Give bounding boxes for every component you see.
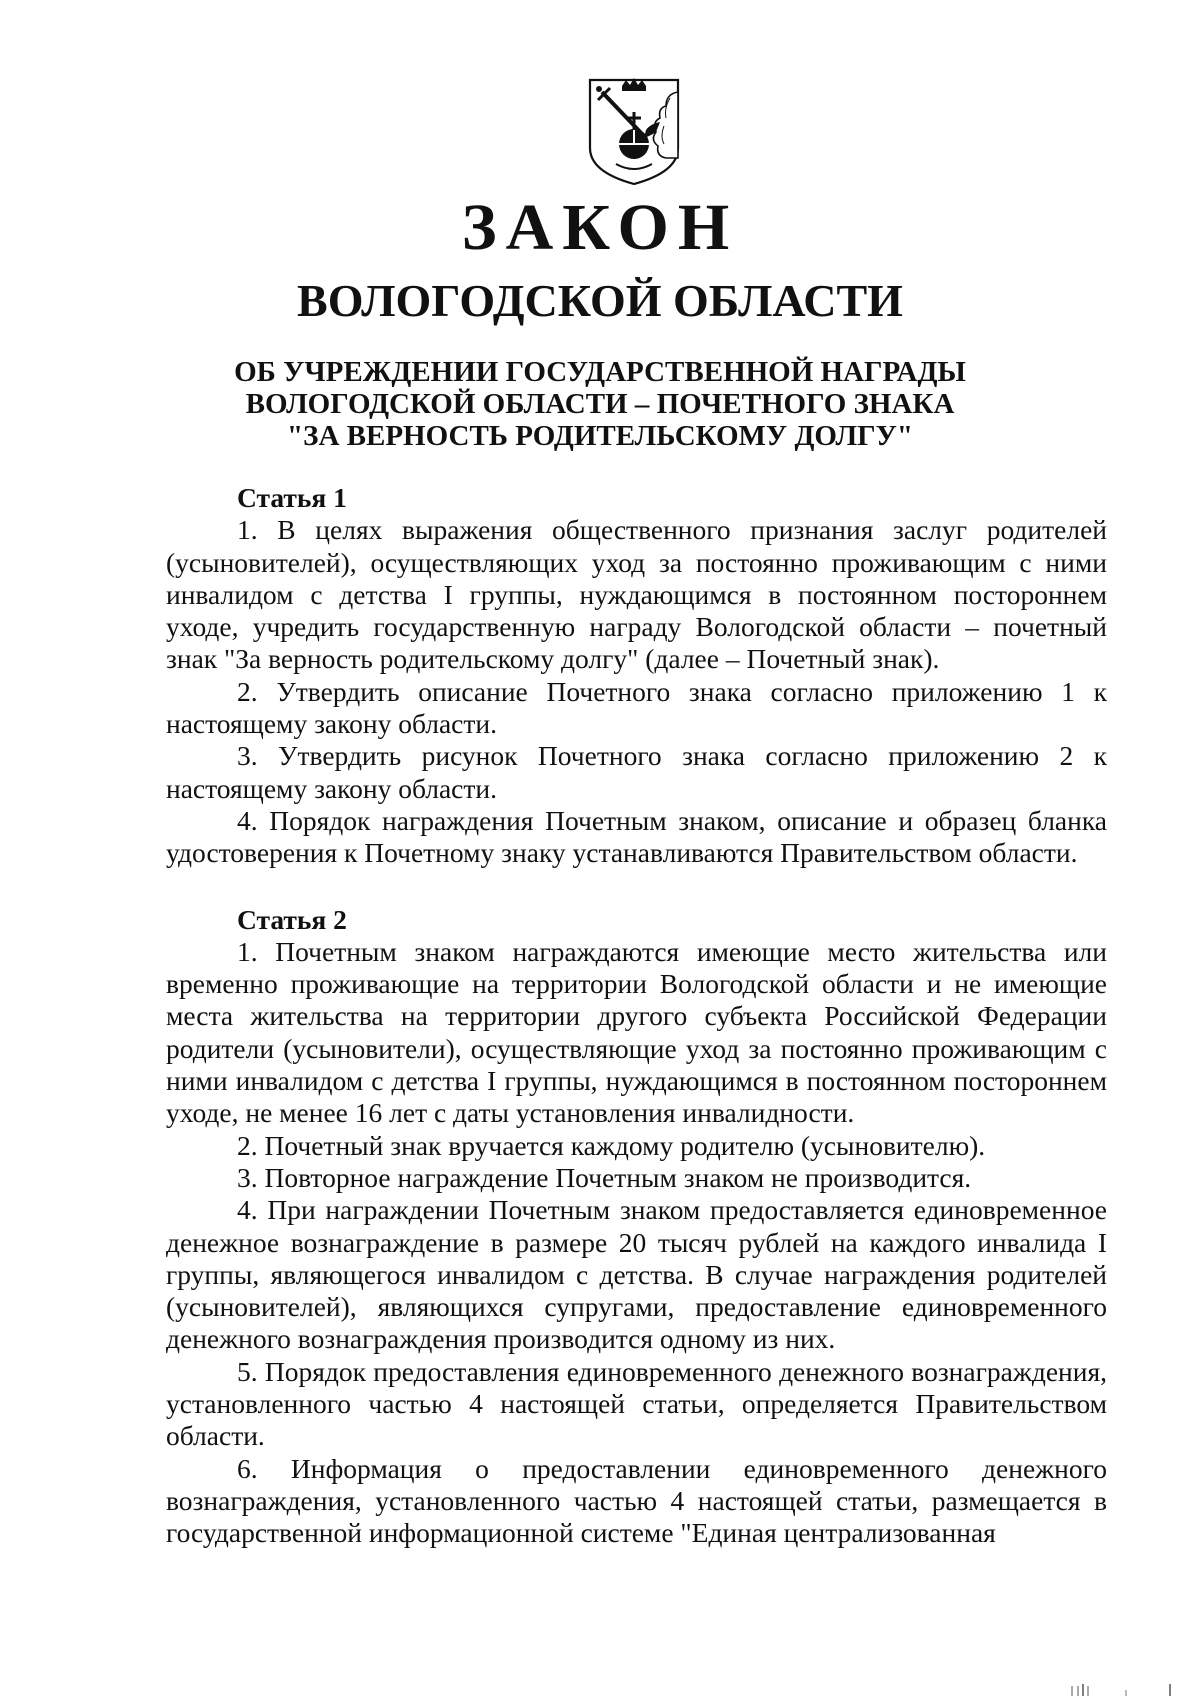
subject-line: ВОЛОГОДСКОЙ ОБЛАСТИ – ПОЧЕТНОГО ЗНАКА: [245, 388, 955, 420]
article-2: [166, 904, 1107, 1550]
article-paragraph: 2. Утвердить описание Почетного знака согласно приложению 1 к настоящему закону области.: [166, 675, 1107, 740]
article-paragraph: 3. Повторное награждение Почетным знаком не производится.: [237, 1161, 972, 1193]
scan-mark-icon: [1066, 1684, 1176, 1696]
article-paragraph: 5. Порядок предоставления единовременного денежного вознаграждения, установленного частью 4 настоящей статьи, определяется Правительством области.: [166, 1355, 1107, 1452]
article-paragraph: 6. Информация о предоставлении единовременного денежного вознаграждения, установленного частью 4 настоящей статьи, размещается в государственной информационной системе "Единая централизованная: [166, 1452, 1107, 1549]
document-body: [166, 482, 1107, 1550]
vologda-coat-of-arms-icon: [586, 78, 682, 186]
article-paragraph: 2. Почетный знак вручается каждому родителю (усыновителю).: [237, 1129, 986, 1161]
article-paragraph: 1. В целях выражения общественного признания заслуг родителей (усыновителей), осуществляющих уход за постоянно проживающим с ними инвалидом с детства I группы, нуждающимся в постоянном постороннем уходе, учредить государственную награду Вологодской области – почетный знак "За верность родительскому долгу" (далее – Почетный знак).: [166, 514, 1107, 675]
article-spacer: [166, 870, 1107, 904]
article-paragraph: 3. Утвердить рисунок Почетного знака согласно приложению 2 к настоящему закону области.: [166, 740, 1107, 804]
article-heading: Статья 2: [237, 903, 347, 935]
document-subject: [0, 356, 1200, 452]
article-paragraph: 1. Почетным знаком награждаются имеющие место жительства или временно проживающие на территории Вологодской области и не имеющие места жительства на территории другого субъекта Российской Федерации родители (усыновители), осуществляющие уход за постоянно проживающим с ними инвалидом с детства I группы, нуждающимся в постоянном постороннем уходе, не менее 16 лет с даты установления инвалидности.: [166, 935, 1107, 1129]
subject-line: ОБ УЧРЕЖДЕНИИ ГОСУДАРСТВЕННОЙ НАГРАДЫ: [234, 356, 966, 388]
article-heading: Статья 1: [237, 482, 347, 513]
article-paragraph: 4. Порядок награждения Почетным знаком, описание и образец бланка удостоверения к Почетному знаку устанавливаются Правительством области.: [166, 804, 1107, 869]
article-1: [166, 482, 1107, 870]
document-title: ЗАКОН: [461, 191, 739, 264]
document-region: ВОЛОГОДСКОЙ ОБЛАСТИ: [297, 275, 903, 326]
article-paragraph: 4. При награждении Почетным знаком предоставляется единовременное денежное вознаграждение в размере 20 тысяч рублей на каждого инвалида I группы, являющегося инвалидом с детства. В случае награждения родителей (усыновителей), являющихся супругами, предоставление единовременного денежного вознаграждения производится одному из них.: [166, 1194, 1107, 1355]
subject-line: "ЗА ВЕРНОСТЬ РОДИТЕЛЬСКОМУ ДОЛГУ": [287, 420, 913, 452]
